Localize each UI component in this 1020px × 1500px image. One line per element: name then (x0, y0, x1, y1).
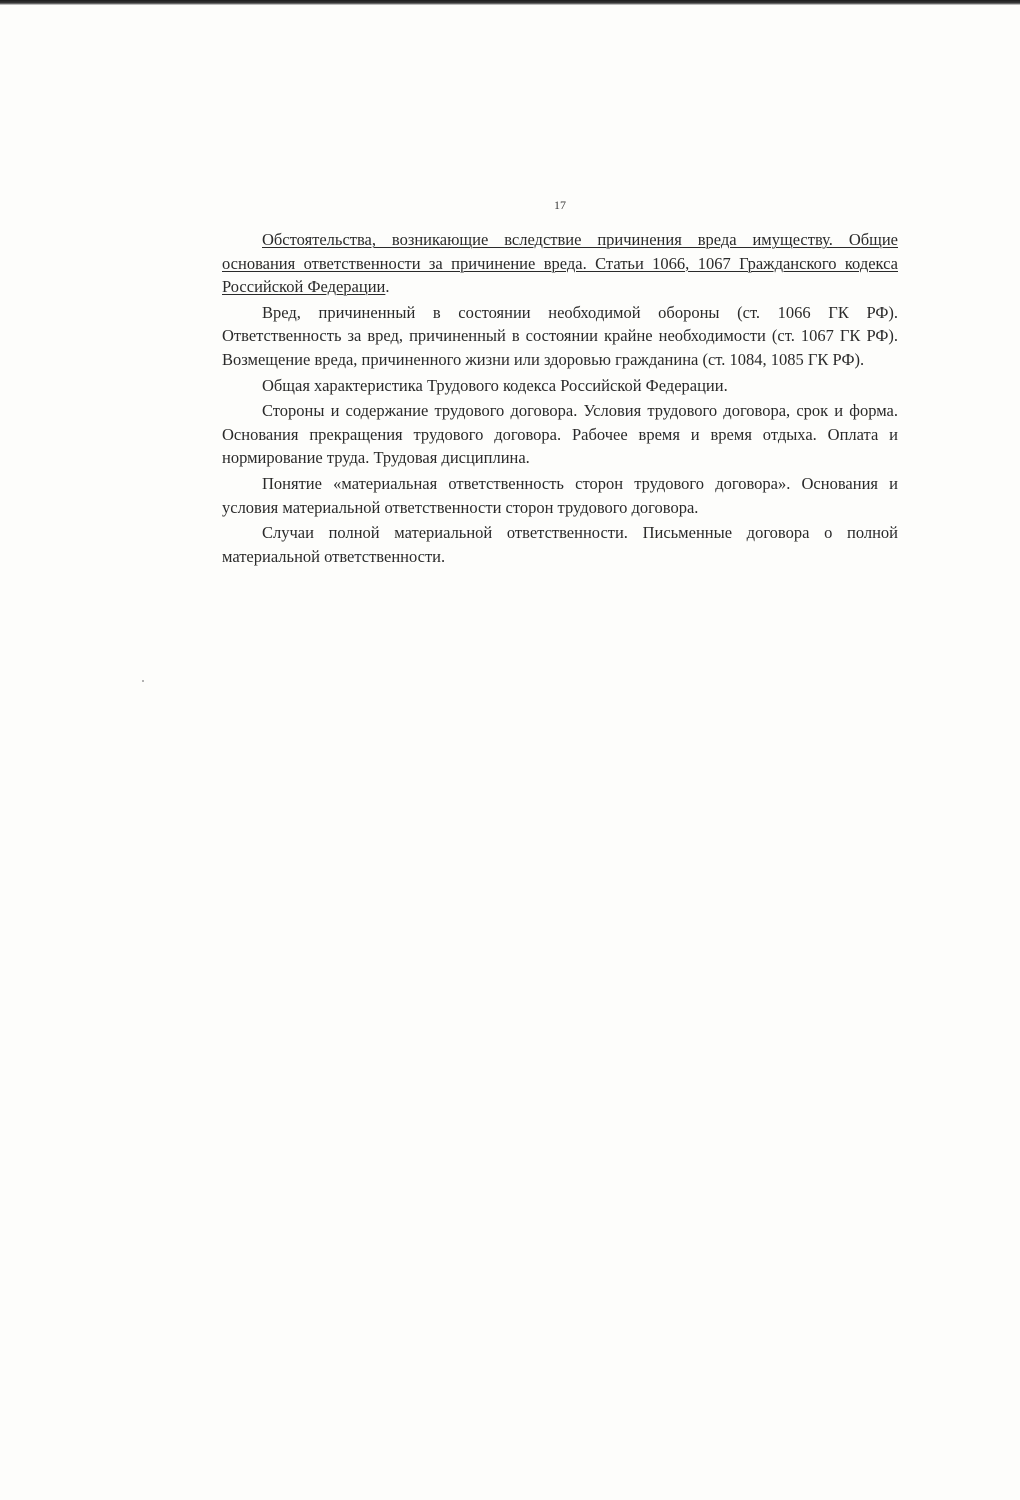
document-body (222, 228, 898, 568)
paragraph-labor-code: Общая характеристика Трудового кодекса Российской Федерации. (262, 375, 728, 395)
scan-speck (142, 680, 144, 682)
page-number: 17 (554, 198, 566, 212)
paragraph-full-liability: Случаи полной материальной ответственности. Письменные договора о полной материальной ответственности. (222, 523, 898, 566)
scan-top-edge (0, 0, 1020, 5)
section-heading-tail: . (385, 277, 390, 297)
paragraph-labor-contract: Стороны и содержание трудового договора. Условия трудового договора, срок и форма. Основания прекращения трудового договора. Рабочее время и время отдыха. Оплата и нормирование труда. Трудовая дисциплина. (222, 401, 898, 468)
paragraph-material-liability: Понятие «материальная ответственность сторон трудового договора». Основания и условия материальной ответственности сторон трудового договора. (222, 473, 898, 517)
section-heading (222, 228, 898, 299)
section-heading-text: Обстоятельства, возникающие вследствие причинения вреда имуществу. Общие основания ответственности за причинение вреда. Статьи 1066, 1067 Гражданского кодекса Российской Федерации (222, 230, 898, 297)
paragraph-harm-defense: Вред, причиненный в состоянии необходимой обороны (ст. 1066 ГК РФ). Ответственность за вред, причиненный в состоянии крайне необходимости (ст. 1067 ГК РФ). Возмещение вреда, причиненного жизни или здоровью гражданина (ст. 1084, 1085 ГК РФ). (222, 302, 898, 369)
